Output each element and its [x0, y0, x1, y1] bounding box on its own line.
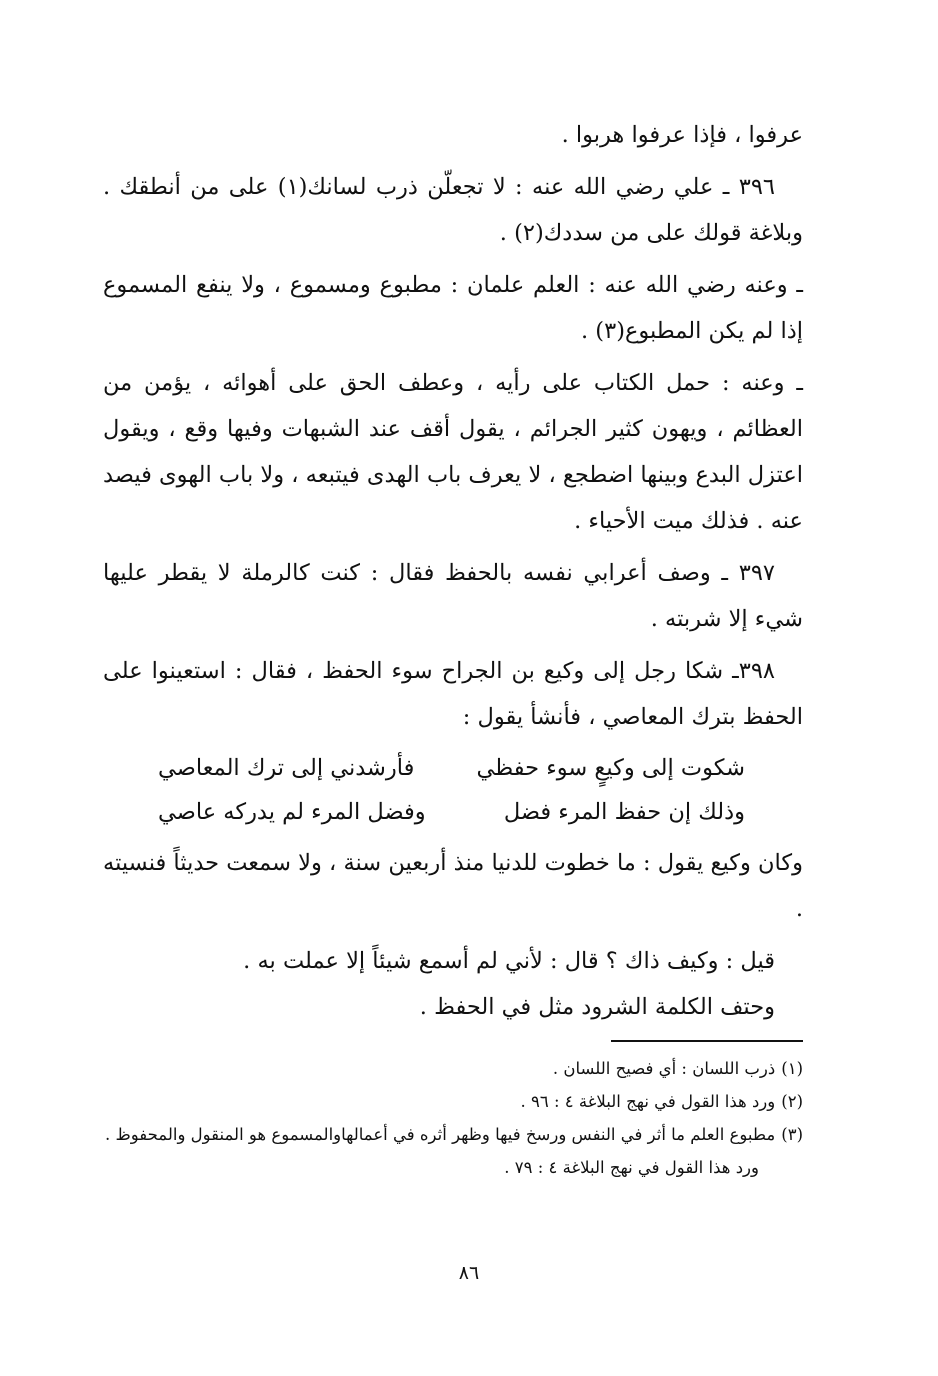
footnote-number: (١) — [781, 1059, 803, 1078]
page-number: ٨٦ — [458, 1262, 480, 1284]
footnotes — [103, 1052, 803, 1184]
paragraph-continuation: عرفوا ، فإذا عرفوا هربوا . — [561, 122, 803, 148]
footnote-3 — [103, 1118, 803, 1151]
paragraph-closing-1: قيل : وكيف ذاك ؟ قال : لأني لم أسمع شيئاً إلا عملت به . — [243, 948, 775, 974]
footnote-text: ورد هذا القول في نهج البلاغة ٤ : ٩٦ . — [520, 1092, 776, 1111]
paragraph-closing-2: وحتف الكلمة الشرود مثل في الحفظ . — [419, 994, 775, 1020]
footnote-text: ذرب اللسان : أي فصيح اللسان . — [552, 1059, 776, 1078]
verse-first-hemistich: وذلك إن حفظ المرء فضل — [503, 799, 745, 825]
poem-verse — [158, 790, 745, 834]
verse-second-hemistich: وفضل المرء لم يدركه عاصي — [158, 799, 426, 825]
footnote-number: (٢) — [781, 1092, 803, 1111]
footnote-text: مطبوع العلم ما أثر في النفس ورسخ فيها وظهر أثره في أعمالهاوالمسموع هو المنقول والمحفوظ . — [105, 1125, 776, 1144]
footnote-2 — [103, 1085, 803, 1118]
verse-first-hemistich: شكوت إلى وكيعٍ سوء حفظي — [476, 755, 745, 781]
paragraph-ali-description: ـ وعنه : حمل الكتاب على رأيه ، وعطف الحق على أهوائه ، يؤمن من العظائم ، ويهون كثير الجرائم ، يقول أقف عند الشبهات وفيها وقع ، ويقول اعتزل البدع وبينها اضطجع ، لا يعرف باب الهدى فيتبعه ، ولا باب الهوى فيصد عنه . فذلك ميت الأحياء . — [103, 370, 803, 534]
paragraph-waki-saying: وكان وكيع يقول : ما خطوت للدنيا منذ أربعين سنة ، ولا سمعت حديثاً فنسيته . — [103, 850, 803, 922]
paragraph-398: ٣٩٨ـ شكا رجل إلى وكيع بن الجراح سوء الحفظ ، فقال : استعينوا على الحفظ بترك المعاصي ، فأنشأ يقول : — [103, 658, 803, 730]
main-text — [103, 112, 803, 1036]
footnote-number: (٣) — [781, 1125, 803, 1144]
footnote-1 — [103, 1052, 803, 1085]
paragraph-ali-knowledge: ـ وعنه رضي الله عنه : العلم علمان : مطبوع ومسموع ، ولا ينفع المسموع إذا لم يكن المطبوع(٣) . — [103, 272, 803, 344]
footnote-3-continuation: ورد هذا القول في نهج البلاغة ٤ : ٧٩ . — [504, 1158, 759, 1177]
poem-verse — [158, 746, 745, 790]
paragraph-396: ٣٩٦ ـ علي رضي الله عنه : لا تجعلّن ذرب لسانك(١) على من أنطقك . وبلاغة قولك على من سددك(٢) . — [103, 174, 803, 246]
footnote-divider — [611, 1040, 803, 1042]
verse-second-hemistich: فأرشدني إلى ترك المعاصي — [158, 755, 415, 781]
paragraph-397: ٣٩٧ ـ وصف أعرابي نفسه بالحفظ فقال : كنت كالرملة لا يقطر عليها شيء إلا شربته . — [103, 560, 803, 632]
poem — [103, 746, 803, 834]
